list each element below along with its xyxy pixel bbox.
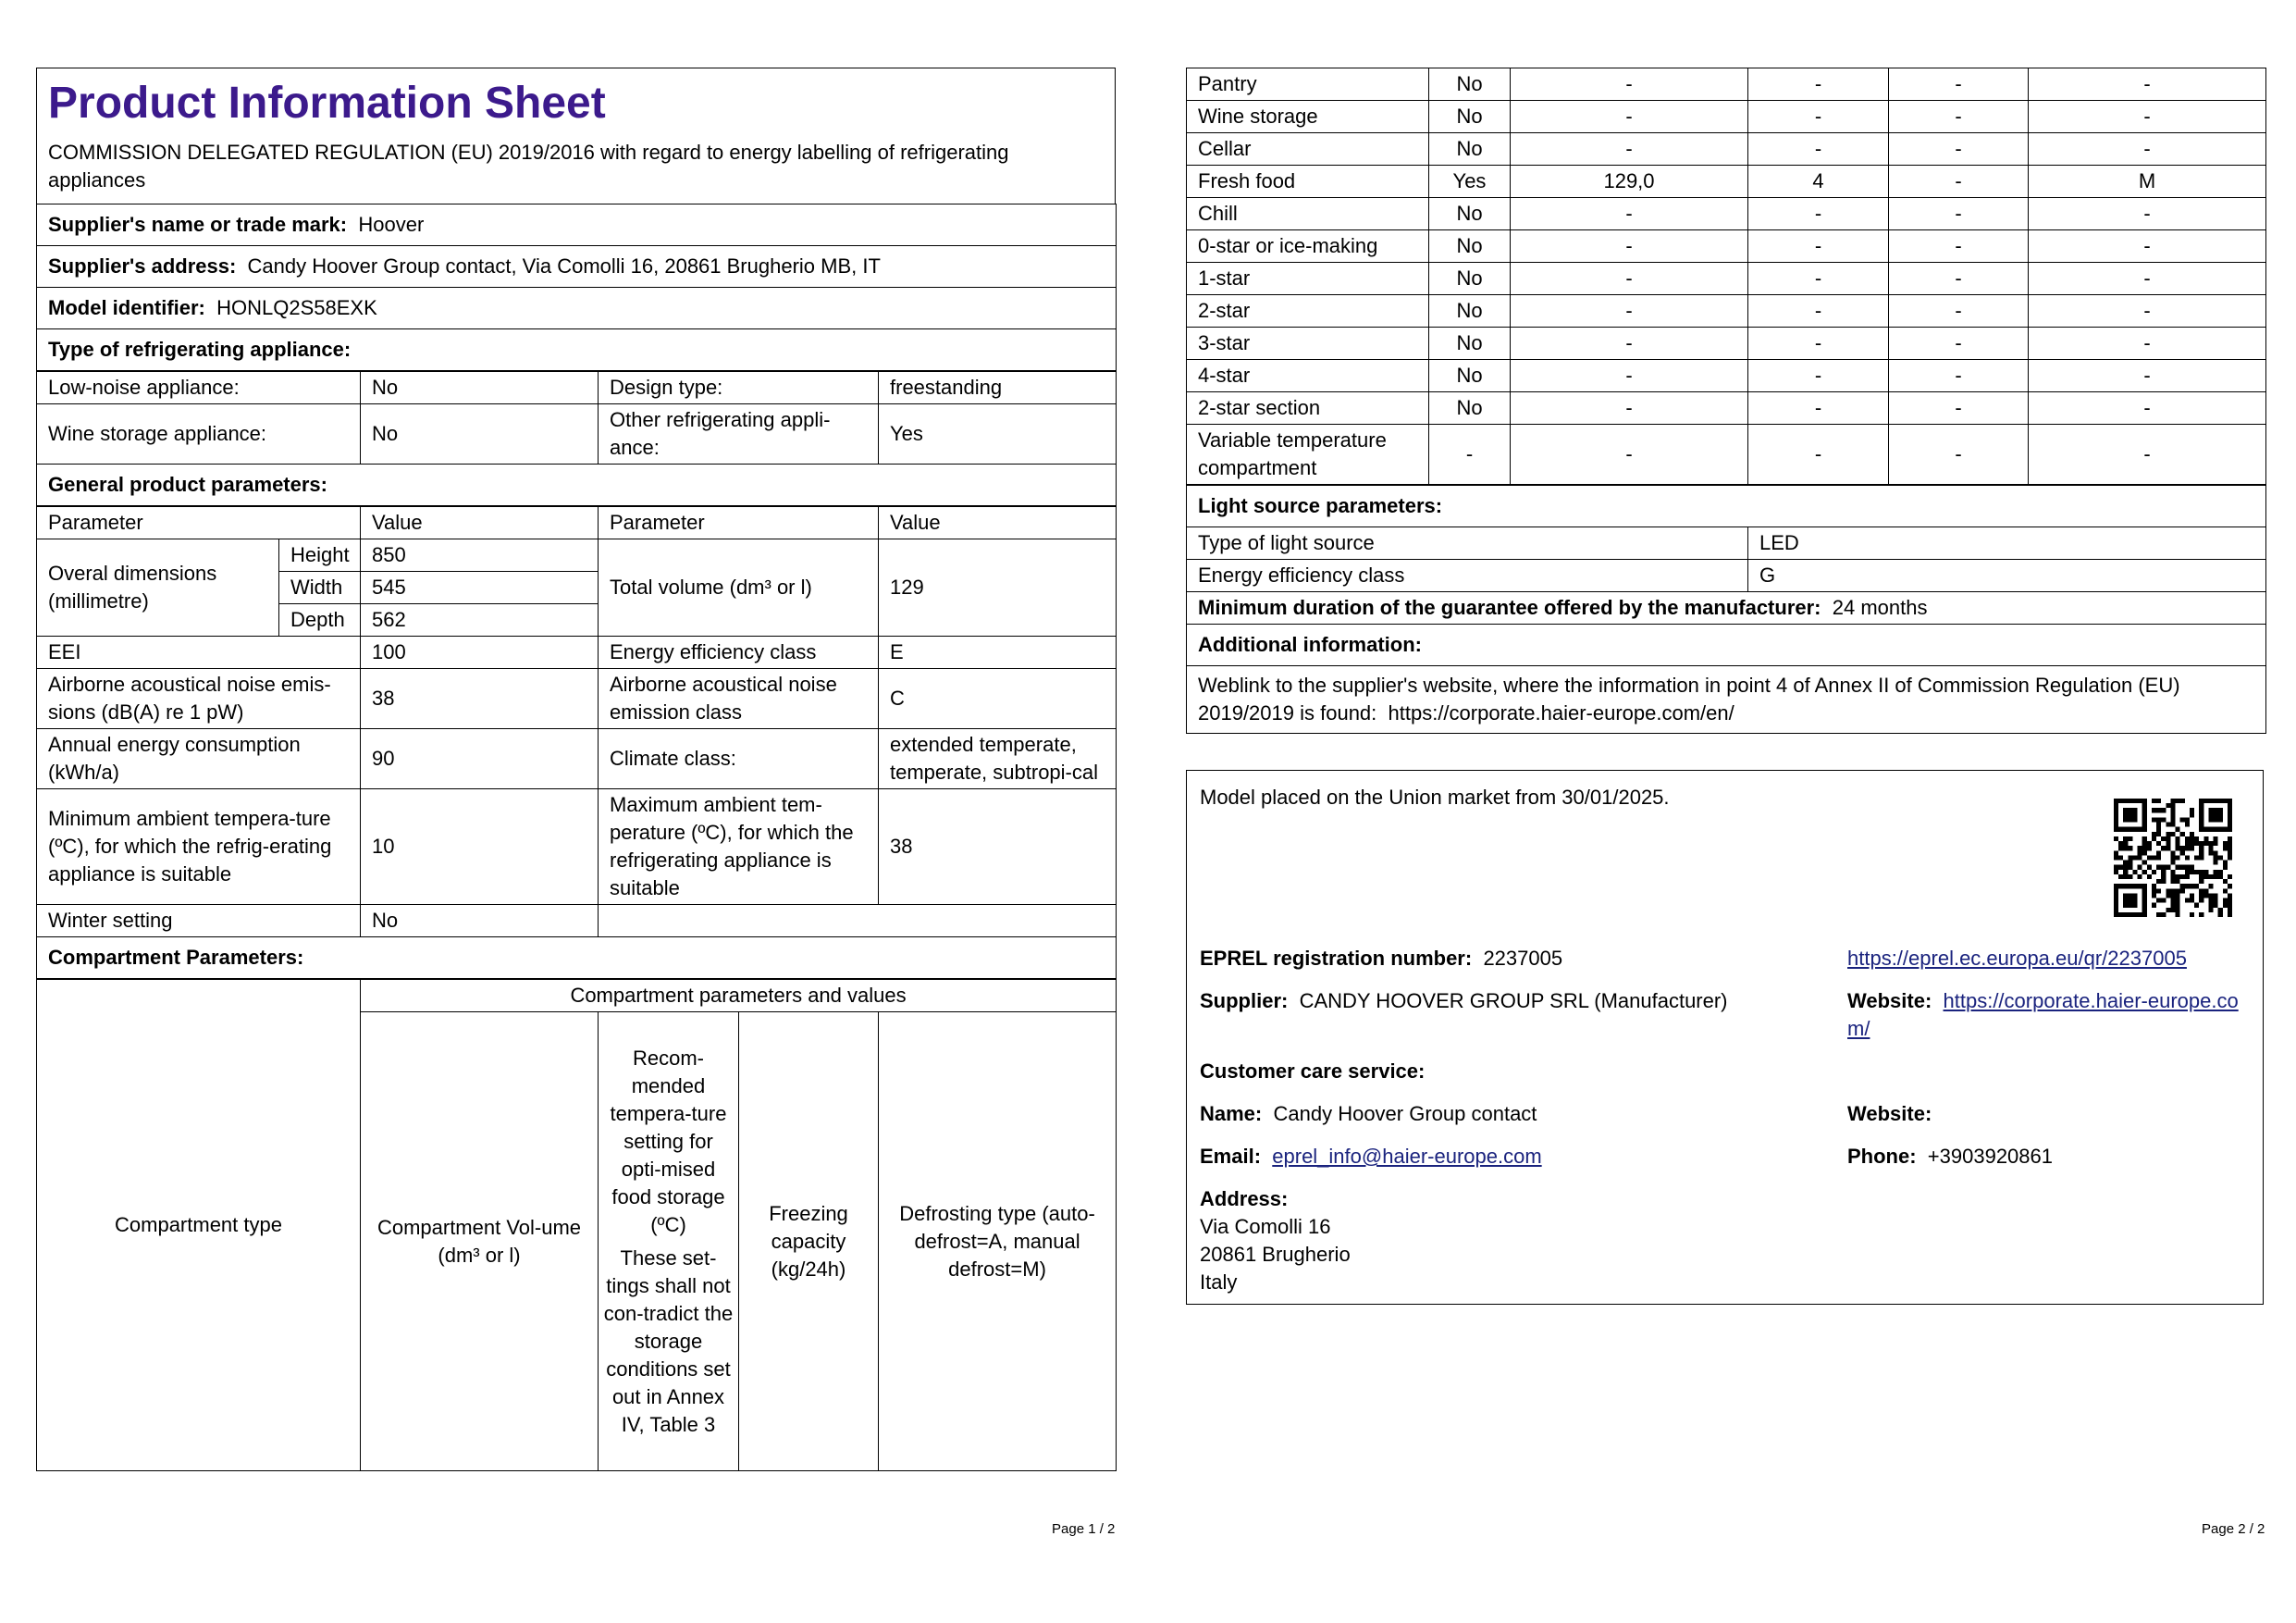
eprel-link[interactable]: https://eprel.ec.europa.eu/qr/2237005 (1847, 947, 2187, 970)
other-value: Yes (879, 404, 1117, 465)
compartment-type: 4-star (1187, 360, 1429, 392)
qr-code-icon[interactable] (2114, 799, 2232, 917)
light-heading: Light source parameters: (1187, 486, 2266, 527)
dimensions-label: Overal dimensions (millimetre) (37, 539, 279, 637)
compartment-freezing: - (1889, 133, 2029, 166)
compartment-freezing: - (1889, 425, 2029, 485)
compartment-row (1187, 230, 2266, 263)
compartment-type: Wine storage (1187, 101, 1429, 133)
market-text: Model placed on the Union market from 30/01/2025. (1200, 786, 1670, 809)
eprel-row: EPREL registration number: 2237005 (1200, 947, 1563, 970)
compartment-freezing: - (1889, 198, 2029, 230)
height-value: 850 (361, 539, 599, 572)
compartment-defrost: M (2029, 166, 2266, 198)
eec-value: E (879, 637, 1117, 669)
compartment-row (1187, 68, 2266, 101)
compartment-volume: - (1511, 295, 1748, 328)
phone-row: Phone: +3903920861 (1847, 1145, 2053, 1168)
compartment-type: 1-star (1187, 263, 1429, 295)
noise-class-label: Airborne acoustical noise emission class (599, 669, 879, 729)
compartment-present: No (1429, 360, 1511, 392)
compartment-present: No (1429, 392, 1511, 425)
compartment-type: Fresh food (1187, 166, 1429, 198)
cp-recommended-header: Recom-mended tempera-ture setting for opti-mised food storage (ºC) These set-tings shall not con-tradict the storage conditions set out in Annex IV, Table 3 (599, 1012, 739, 1471)
compartment-type: Pantry (1187, 68, 1429, 101)
eprel-number: 2237005 (1483, 947, 1563, 970)
compartment-type: Variable temperature compartment (1187, 425, 1429, 485)
compartment-present: No (1429, 68, 1511, 101)
compartment-row (1187, 360, 2266, 392)
compartment-row (1187, 263, 2266, 295)
cp-volume-header: Compartment Vol-ume (dm³ or l) (361, 1012, 599, 1471)
wine-label: Wine storage appliance: (37, 404, 361, 465)
page-number-1: Page 1 / 2 (1052, 1521, 1116, 1537)
compartment-temp: - (1748, 392, 1889, 425)
eprel-info-box (1186, 770, 2264, 1305)
width-value: 545 (361, 572, 599, 604)
compartment-row (1187, 328, 2266, 360)
light-table (1186, 485, 2266, 734)
cp-type-header: Compartment type (37, 980, 361, 1471)
light-class-label: Energy efficiency class (1187, 560, 1748, 592)
low-noise-value: No (361, 372, 599, 404)
light-type-value: LED (1748, 527, 2266, 560)
compartment-present: No (1429, 295, 1511, 328)
product-table (36, 204, 1117, 371)
supplier-name: Hoover (358, 213, 425, 236)
general-heading: General product parameters: (37, 465, 1117, 506)
compartment-defrost: - (2029, 230, 2266, 263)
header-box (36, 68, 1116, 204)
compartment-defrost: - (2029, 133, 2266, 166)
compartment-heading: Compartment Parameters: (37, 937, 1117, 979)
compartment-temp: 4 (1748, 166, 1889, 198)
compartment-defrost: - (2029, 360, 2266, 392)
compartment-volume: - (1511, 360, 1748, 392)
compartment-defrost: - (2029, 328, 2266, 360)
climate-value: extended temperate, temperate, subtropi-cal (879, 729, 1117, 789)
contact-name: Candy Hoover Group contact (1273, 1102, 1537, 1125)
design-type-value: freestanding (879, 372, 1117, 404)
compartment-freezing: - (1889, 328, 2029, 360)
compartment-type: Cellar (1187, 133, 1429, 166)
compartment-temp: - (1748, 198, 1889, 230)
compartment-present: No (1429, 263, 1511, 295)
compartment-temp: - (1748, 425, 1889, 485)
compartment-volume: - (1511, 263, 1748, 295)
wine-value: No (361, 404, 599, 465)
compartment-freezing: - (1889, 230, 2029, 263)
compartment-row (1187, 295, 2266, 328)
compartment-temp: - (1748, 328, 1889, 360)
compartment-row (1187, 392, 2266, 425)
weblink-url[interactable]: https://corporate.haier-europe.com/en/ (1388, 701, 1734, 725)
annual-value: 90 (361, 729, 599, 789)
compartment-volume: - (1511, 198, 1748, 230)
compartment-temp: - (1748, 230, 1889, 263)
type-table (36, 371, 1117, 506)
compartment-row (1187, 425, 2266, 485)
supplier-address: Candy Hoover Group contact, Via Comolli 16, 20861 Brugherio MB, IT (247, 254, 881, 278)
winter-label: Winter setting (37, 905, 361, 937)
depth-value: 562 (361, 604, 599, 637)
noise-value: 38 (361, 669, 599, 729)
page-1 (36, 68, 1116, 1471)
compartment-defrost: - (2029, 101, 2266, 133)
compartment-freezing: - (1889, 101, 2029, 133)
light-type-label: Type of light source (1187, 527, 1748, 560)
email-link[interactable]: eprel_info@haier-europe.com (1272, 1145, 1542, 1168)
compartment-volume: - (1511, 328, 1748, 360)
max-temp-label: Maximum ambient tem-perature (ºC), for which the refrigerating appliance is suitable (599, 789, 879, 905)
additional-heading: Additional information: (1187, 625, 2266, 666)
noise-class-value: C (879, 669, 1117, 729)
type-heading: Type of refrigerating appliance: (37, 329, 1117, 371)
email-row: Email: eprel_info@haier-europe.com (1200, 1145, 1542, 1168)
compartment-volume: - (1511, 68, 1748, 101)
cp-values-header: Compartment parameters and values (361, 980, 1117, 1012)
compartment-defrost: - (2029, 392, 2266, 425)
compartment-temp: - (1748, 263, 1889, 295)
light-class-value: G (1748, 560, 2266, 592)
cp-defrost-header: Defrosting type (auto-defrost=A, manual defrost=M) (879, 1012, 1117, 1471)
customer-care-heading: Customer care service: (1200, 1059, 1426, 1083)
compartment-present: No (1429, 328, 1511, 360)
page-number-2: Page 2 / 2 (2202, 1521, 2265, 1537)
other-label: Other refrigerating appli-ance: (599, 404, 879, 465)
compartment-temp: - (1748, 101, 1889, 133)
width-label: Width (279, 572, 361, 604)
compartment-type: Chill (1187, 198, 1429, 230)
total-volume-label: Total volume (dm³ or l) (599, 539, 879, 637)
col-value: Value (361, 507, 599, 539)
page-title: Product Information Sheet (48, 79, 606, 128)
col-parameter-2: Parameter (599, 507, 879, 539)
compartment-type: 3-star (1187, 328, 1429, 360)
min-temp-value: 10 (361, 789, 599, 905)
phone-value: +3903920861 (1927, 1145, 2053, 1168)
compartment-row (1187, 166, 2266, 198)
compartment-present: No (1429, 230, 1511, 263)
compartment-defrost: - (2029, 68, 2266, 101)
depth-label: Depth (279, 604, 361, 637)
website-link[interactable]: https://corporate.haier-europe.com/ (1847, 989, 2239, 1040)
winter-value: No (361, 905, 599, 937)
compartment-temp: - (1748, 360, 1889, 392)
model-identifier: HONLQ2S58EXK (216, 296, 377, 319)
eec-label: Energy efficiency class (599, 637, 879, 669)
min-temp-label: Minimum ambient tempera-ture (ºC), for which the refrig-erating appliance is suitable (37, 789, 361, 905)
compartment-defrost: - (2029, 295, 2266, 328)
compartment-freezing: - (1889, 263, 2029, 295)
website-row: Website: https://corporate.haier-europe.com/ (1847, 989, 2239, 1040)
compartment-type: 0-star or ice-making (1187, 230, 1429, 263)
cp-freezing-header: Freezing capacity (kg/24h) (739, 1012, 879, 1471)
design-type-label: Design type: (599, 372, 879, 404)
compartment-volume: - (1511, 133, 1748, 166)
name-row: Name: Candy Hoover Group contact (1200, 1102, 1537, 1125)
col-value-2: Value (879, 507, 1117, 539)
compartment-volume: - (1511, 392, 1748, 425)
climate-label: Climate class: (599, 729, 879, 789)
compartment-table (1186, 68, 2266, 485)
compartment-type: 2-star (1187, 295, 1429, 328)
supplier-name-row: Supplier's name or trade mark: Hoover (37, 204, 1117, 246)
compartment-temp: - (1748, 295, 1889, 328)
compartment-temp: - (1748, 68, 1889, 101)
guarantee-row: Minimum duration of the guarantee offered by the manufacturer: 24 months (1187, 592, 2266, 625)
supplier-address-row: Supplier's address: Candy Hoover Group contact, Via Comolli 16, 20861 Brugherio MB, IT (37, 246, 1117, 288)
col-parameter: Parameter (37, 507, 361, 539)
weblink-row: Weblink to the supplier's website, where the information in point 4 of Annex II of Commission Regulation (EU) 2019/2019 is found: https://corporate.haier-europe.com/en/ (1187, 666, 2266, 734)
compartment-type: 2-star section (1187, 392, 1429, 425)
supplier-row: Supplier: CANDY HOOVER GROUP SRL (Manufacturer) (1200, 989, 1728, 1012)
website2-row: Website: (1847, 1102, 1932, 1125)
model-row: Model identifier: HONLQ2S58EXK (37, 288, 1117, 329)
general-table (36, 506, 1117, 979)
compartment-volume: - (1511, 101, 1748, 133)
compartment-volume: 129,0 (1511, 166, 1748, 198)
compartment-freezing: - (1889, 166, 2029, 198)
compartment-freezing: - (1889, 392, 2029, 425)
compartment-freezing: - (1889, 295, 2029, 328)
eei-value: 100 (361, 637, 599, 669)
compartment-row (1187, 198, 2266, 230)
compartment-present: No (1429, 101, 1511, 133)
eei-label: EEI (37, 637, 361, 669)
page-2 (1186, 68, 2265, 734)
annual-label: Annual energy consumption (kWh/a) (37, 729, 361, 789)
compartment-present: No (1429, 198, 1511, 230)
compartment-row (1187, 101, 2266, 133)
compartment-defrost: - (2029, 263, 2266, 295)
compartment-present: Yes (1429, 166, 1511, 198)
regulation-text: COMMISSION DELEGATED REGULATION (EU) 2019/2016 with regard to energy labelling of refrigerating appliances (48, 141, 1009, 192)
compartment-present: No (1429, 133, 1511, 166)
compartment-header-table (36, 979, 1117, 1471)
compartment-volume: - (1511, 425, 1748, 485)
compartment-present: - (1429, 425, 1511, 485)
address-block: Address: Via Comolli 16 20861 Brugherio Italy (1200, 1187, 1351, 1294)
compartment-defrost: - (2029, 198, 2266, 230)
guarantee-value: 24 months (1832, 596, 1928, 619)
compartment-freezing: - (1889, 360, 2029, 392)
compartment-freezing: - (1889, 68, 2029, 101)
compartment-volume: - (1511, 230, 1748, 263)
noise-label: Airborne acoustical noise emis-sions (dB(A) re 1 pW) (37, 669, 361, 729)
compartment-defrost: - (2029, 425, 2266, 485)
supplier-value: CANDY HOOVER GROUP SRL (Manufacturer) (1299, 989, 1728, 1012)
height-label: Height (279, 539, 361, 572)
total-volume-value: 129 (879, 539, 1117, 637)
compartment-temp: - (1748, 133, 1889, 166)
compartment-row (1187, 133, 2266, 166)
low-noise-label: Low-noise appliance: (37, 372, 361, 404)
max-temp-value: 38 (879, 789, 1117, 905)
